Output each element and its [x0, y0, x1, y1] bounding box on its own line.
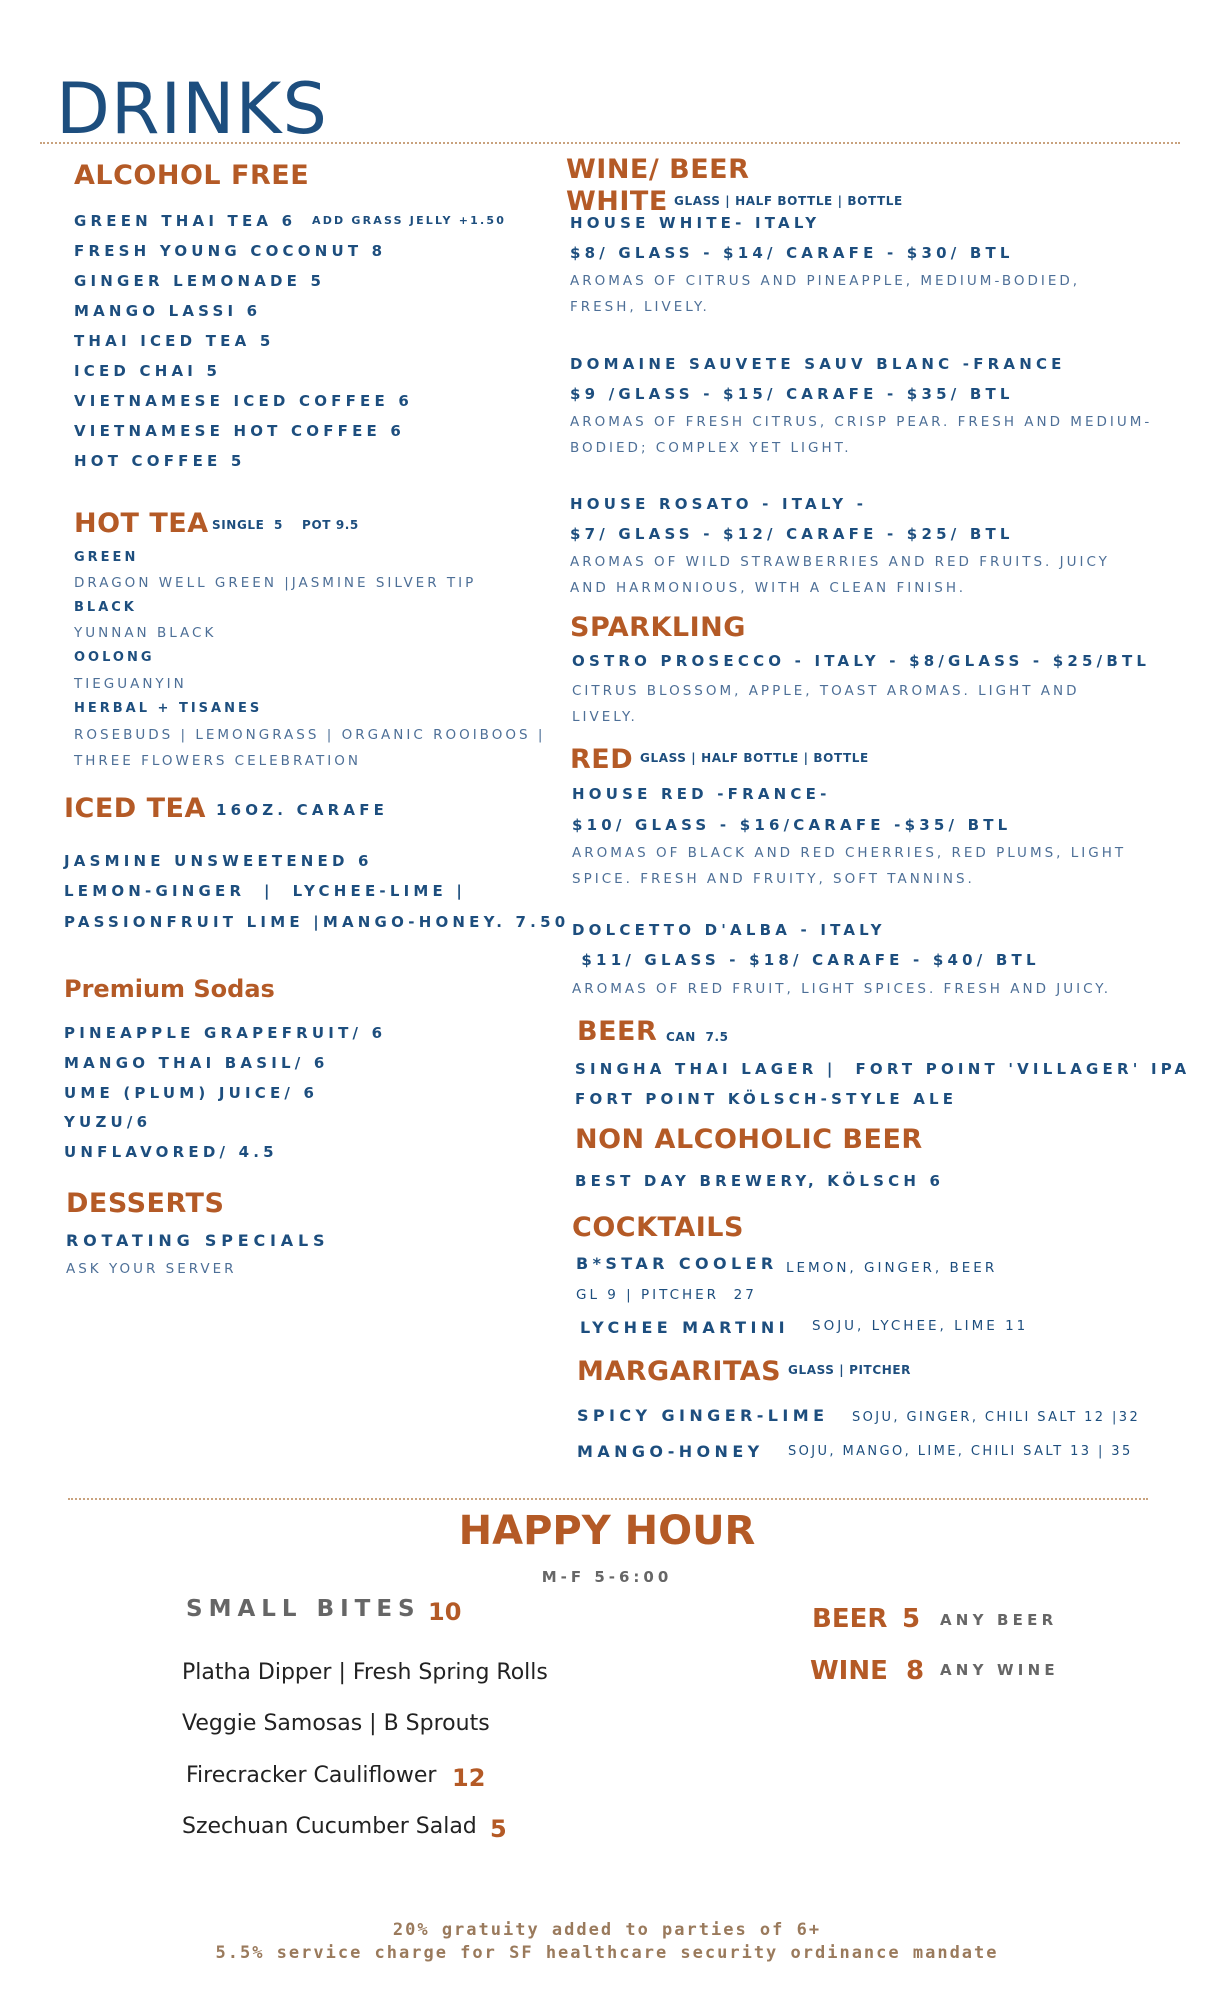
divider [68, 1498, 1148, 1500]
tea-category: BLACK [74, 600, 137, 615]
menu-item: JASMINE UNSWEETENED 6 [64, 852, 373, 870]
hh-beer-label: BEER [812, 1604, 888, 1634]
margaritas-heading: MARGARITAS [577, 1356, 782, 1387]
menu-item: PASSIONFRUIT LIME |MANGO-HONEY. 7.50 [64, 913, 570, 931]
cocktail-name: SPICY GINGER-LIME [577, 1406, 829, 1425]
wine-price: $8/ GLASS - $14/ CARAFE - $30/ BTL [570, 244, 1014, 262]
alcohol-free-heading: ALCOHOL FREE [74, 160, 310, 191]
cocktail-price: GL 9 | PITCHER 27 [576, 1287, 757, 1303]
cocktail-name: LYCHEE MARTINI [580, 1318, 789, 1337]
cocktail-desc: SOJU, MANGO, LIME, CHILI SALT 13 | 35 [788, 1444, 1133, 1459]
cocktails-heading: COCKTAILS [572, 1212, 744, 1243]
wine-price: $7/ GLASS - $12/ CARAFE - $25/ BTL [570, 525, 1014, 543]
bite-item: Szechuan Cucumber Salad [182, 1814, 477, 1839]
desserts-heading: DESSERTS [66, 1188, 225, 1219]
menu-item: THAI ICED TEA 5 [74, 332, 275, 350]
small-bites-price: 10 [428, 1598, 462, 1626]
wine-desc: CITRUS BLOSSOM, APPLE, TOAST AROMAS. LIGHT AND [572, 683, 1080, 699]
footer-service-charge: 5.5% service charge for SF healthcare security ordinance mandate [215, 1943, 999, 1963]
wine-desc: AROMAS OF RED FRUIT, LIGHT SPICES. FRESH AND JUICY. [572, 981, 1112, 997]
beer-heading: BEER [577, 1016, 658, 1047]
hot-tea-heading: HOT TEA [74, 508, 209, 539]
hh-beer-price: 5 [902, 1604, 921, 1634]
menu-item: BEST DAY BREWERY, KÖLSCH 6 [575, 1172, 945, 1190]
red-heading: RED [570, 744, 634, 775]
white-heading: WHITE [566, 186, 668, 217]
hh-wine-label: WINE [810, 1656, 888, 1686]
wine-price: $10/ GLASS - $16/CARAFE -$35/ BTL [572, 816, 1012, 834]
menu-item: MANGO THAI BASIL/ 6 [64, 1054, 329, 1072]
menu-item: ICED CHAI 5 [74, 362, 222, 380]
menu-item: YUZU/6 [64, 1113, 152, 1131]
wine-desc: AROMAS OF WILD STRAWBERRIES AND RED FRUITS. JUICY [570, 554, 1110, 570]
tea-varieties: DRAGON WELL GREEN |JASMINE SILVER TIP [74, 575, 477, 591]
menu-item: FORT POINT KÖLSCH-STYLE ALE [575, 1090, 958, 1108]
happy-hour-title: HAPPY HOUR [458, 1508, 756, 1554]
tea-category: OOLONG [74, 650, 155, 665]
bite-price: 5 [490, 1815, 507, 1843]
wine-name: HOUSE RED -FRANCE- [572, 785, 831, 803]
cocktail-desc: LEMON, GINGER, BEER [786, 1260, 998, 1276]
wine-desc: AND HARMONIOUS, WITH A CLEAN FINISH. [570, 580, 967, 596]
wine-name: OSTRO PROSECCO - ITALY - $8/GLASS - $25/BTL [572, 652, 1151, 670]
wine-name: HOUSE WHITE- ITALY [570, 214, 821, 232]
tea-varieties: YUNNAN BLACK [74, 625, 217, 641]
cocktail-desc: SOJU, LYCHEE, LIME 11 [812, 1318, 1029, 1334]
menu-item: LEMON-GINGER | LYCHEE-LIME | [64, 882, 467, 900]
cocktail-desc: SOJU, GINGER, CHILI SALT 12 |32 [852, 1410, 1141, 1425]
iced-tea-tag: 16OZ. CARAFE [216, 801, 389, 819]
hh-beer-note: ANY BEER [940, 1611, 1058, 1629]
sparkling-heading: SPARKLING [570, 612, 746, 643]
bite-price: 12 [452, 1764, 486, 1792]
tea-varieties: THREE FLOWERS CELEBRATION [74, 753, 361, 769]
divider [40, 142, 1180, 144]
menu-item: SINGHA THAI LAGER | FORT POINT 'VILLAGER' IPA [575, 1060, 1191, 1078]
wine-desc: BODIED; COMPLEX YET LIGHT. [570, 440, 852, 456]
menu-item: HOT COFFEE 5 [74, 452, 246, 470]
bite-item: Platha Dipper | Fresh Spring Rolls [182, 1660, 548, 1685]
iced-tea-heading: ICED TEA [64, 793, 206, 824]
wine-desc: AROMAS OF FRESH CITRUS, CRISP PEAR. FRESH AND MEDIUM- [570, 414, 1153, 430]
tea-varieties: ROSEBUDS | LEMONGRASS | ORGANIC ROOIBOOS | [74, 727, 546, 743]
cocktail-name: B*STAR COOLER [576, 1254, 778, 1273]
wine-price: $11/ GLASS - $18/ CARAFE - $40/ BTL [572, 951, 1040, 969]
red-tag: GLASS | HALF BOTTLE | BOTTLE [640, 751, 869, 765]
menu-item: ROTATING SPECIALS [66, 1231, 330, 1250]
white-tag: GLASS | HALF BOTTLE | BOTTLE [674, 194, 903, 208]
menu-item: UNFLAVORED/ 4.5 [64, 1143, 278, 1161]
menu-item: PINEAPPLE GRAPEFRUIT/ 6 [64, 1024, 387, 1042]
wine-desc: AROMAS OF BLACK AND RED CHERRIES, RED PLUMS, LIGHT [572, 845, 1127, 861]
happy-hour-hours: M-F 5-6:00 [541, 1568, 673, 1586]
bite-item: Veggie Samosas | B Sprouts [182, 1711, 490, 1736]
hh-wine-price: 8 [906, 1656, 925, 1686]
menu-item: FRESH YOUNG COCONUT 8 [74, 242, 387, 260]
wine-price: $9 /GLASS - $15/ CARAFE - $35/ BTL [570, 385, 1014, 403]
hot-tea-tag: SINGLE 5 POT 9.5 [212, 518, 359, 532]
wine-name: DOLCETTO D'ALBA - ITALY [572, 921, 886, 939]
menu-item: VIETNAMESE HOT COFFEE 6 [74, 422, 406, 440]
menu-item: GINGER LEMONADE 5 [74, 272, 326, 290]
wine-beer-heading: WINE/ BEER [566, 154, 750, 185]
wine-name: DOMAINE SAUVETE SAUV BLANC -FRANCE [570, 355, 1066, 373]
tea-category: HERBAL + TISANES [74, 701, 263, 716]
small-bites-label: SMALL BITES [186, 1596, 421, 1622]
wine-desc: FRESH, LIVELY. [570, 299, 710, 315]
beer-tag: CAN 7.5 [666, 1030, 729, 1044]
tea-varieties: TIEGUANYIN [74, 676, 187, 692]
wine-desc: SPICE. FRESH AND FRUITY, SOFT TANNINS. [572, 871, 975, 887]
footer-gratuity: 20% gratuity added to parties of 6+ [392, 1920, 822, 1940]
non-alcoholic-beer-heading: NON ALCOHOLIC BEER [575, 1124, 923, 1155]
menu-item: GREEN THAI TEA 6 [74, 212, 297, 230]
wine-desc: LIVELY. [572, 709, 638, 725]
wine-name: HOUSE ROSATO - ITALY - [570, 495, 868, 513]
premium-sodas-heading: Premium Sodas [64, 975, 275, 1003]
menu-item: MANGO LASSI 6 [74, 302, 262, 320]
page-title: DRINKS [56, 68, 328, 150]
addon-note: ADD GRASS JELLY +1.50 [312, 214, 507, 227]
menu-item: VIETNAMESE ICED COFFEE 6 [74, 392, 413, 410]
tea-category: GREEN [74, 550, 139, 565]
hh-wine-note: ANY WINE [940, 1661, 1059, 1679]
desserts-note: ASK YOUR SERVER [66, 1261, 237, 1277]
margaritas-tag: GLASS | PITCHER [788, 1363, 911, 1377]
menu-item: UME (PLUM) JUICE/ 6 [64, 1084, 319, 1102]
wine-desc: AROMAS OF CITRUS AND PINEAPPLE, MEDIUM-BODIED, [570, 273, 1081, 289]
cocktail-name: MANGO-HONEY [577, 1442, 764, 1461]
bite-item: Firecracker Cauliflower [186, 1763, 437, 1788]
